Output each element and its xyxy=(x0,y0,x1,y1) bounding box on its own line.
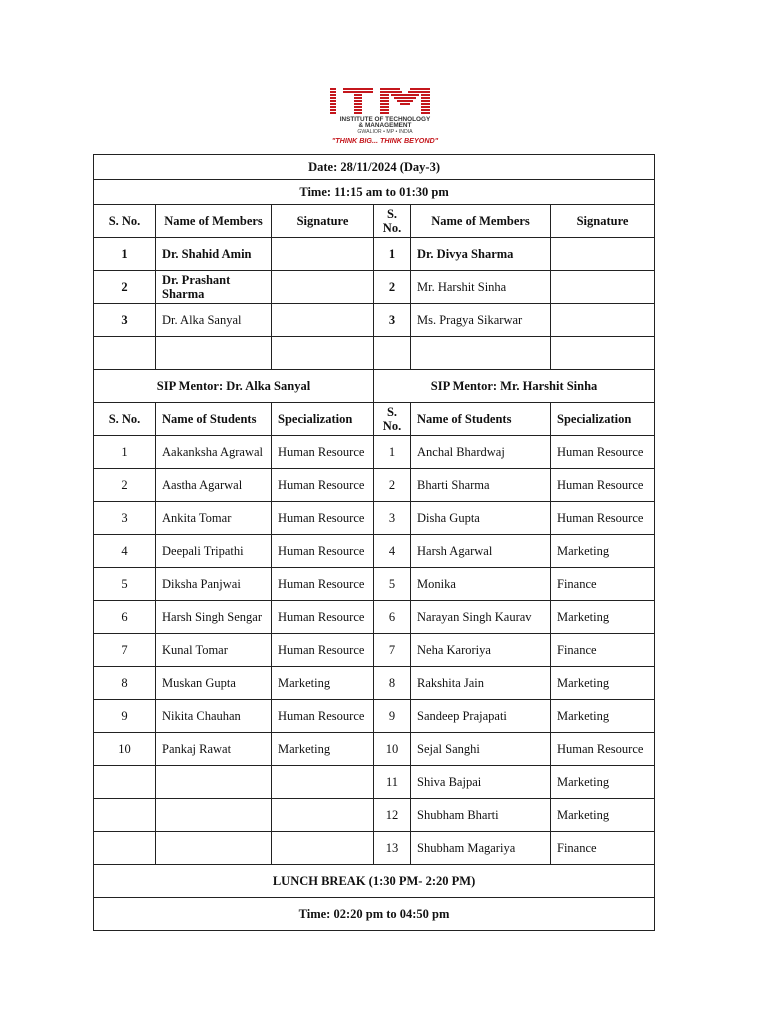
student-name: Rakshita Jain xyxy=(411,667,551,700)
students-name-header: Name of Students xyxy=(411,403,551,436)
student-sno: 5 xyxy=(374,568,411,601)
student-sno: 7 xyxy=(374,634,411,667)
blank-cell xyxy=(272,832,374,865)
student-sno: 10 xyxy=(94,733,156,766)
schedule-table xyxy=(93,154,655,931)
student-row xyxy=(94,766,655,799)
student-specialization: Finance xyxy=(551,832,655,865)
student-specialization: Marketing xyxy=(551,667,655,700)
student-row xyxy=(94,601,655,634)
member-name: Dr. Divya Sharma xyxy=(411,238,551,271)
members-name-header: Name of Members xyxy=(156,205,272,238)
student-specialization: Marketing xyxy=(551,799,655,832)
signature-cell xyxy=(551,238,655,271)
member-sno: 1 xyxy=(94,238,156,271)
member-name: Dr. Prashant Sharma xyxy=(156,271,272,304)
student-specialization: Human Resource xyxy=(272,700,374,733)
student-row xyxy=(94,733,655,766)
student-name: Bharti Sharma xyxy=(411,469,551,502)
student-name: Sandeep Prajapati xyxy=(411,700,551,733)
svg-text:GWALIOR • MP • INDIA: GWALIOR • MP • INDIA xyxy=(357,129,413,135)
session-time-text: Time: 11:15 am to 01:30 pm xyxy=(94,180,655,205)
student-sno: 13 xyxy=(374,832,411,865)
student-name: Nikita Chauhan xyxy=(156,700,272,733)
student-sno: 8 xyxy=(94,667,156,700)
student-sno: 4 xyxy=(374,535,411,568)
student-sno: 9 xyxy=(94,700,156,733)
student-row xyxy=(94,799,655,832)
member-name: Ms. Pragya Sikarwar xyxy=(411,304,551,337)
member-row xyxy=(94,271,655,304)
student-name: Deepali Tripathi xyxy=(156,535,272,568)
blank-cell xyxy=(551,337,655,370)
student-sno: 11 xyxy=(374,766,411,799)
blank-cell xyxy=(272,766,374,799)
student-sno: 3 xyxy=(374,502,411,535)
student-specialization: Human Resource xyxy=(551,733,655,766)
student-sno: 1 xyxy=(374,436,411,469)
student-row xyxy=(94,832,655,865)
student-name: Harsh Agarwal xyxy=(411,535,551,568)
student-row xyxy=(94,700,655,733)
lunch-row xyxy=(94,865,655,898)
blank-cell xyxy=(94,799,156,832)
member-row xyxy=(94,238,655,271)
member-sno: 3 xyxy=(374,304,411,337)
student-specialization: Human Resource xyxy=(551,436,655,469)
date-row xyxy=(94,155,655,180)
blank-member-row xyxy=(94,337,655,370)
student-sno: 10 xyxy=(374,733,411,766)
member-row xyxy=(94,304,655,337)
student-specialization: Marketing xyxy=(551,766,655,799)
student-specialization: Marketing xyxy=(272,733,374,766)
student-specialization: Marketing xyxy=(551,700,655,733)
student-row xyxy=(94,469,655,502)
student-sno: 12 xyxy=(374,799,411,832)
student-specialization: Human Resource xyxy=(272,634,374,667)
blank-cell xyxy=(156,832,272,865)
mentor-left: SIP Mentor: Dr. Alka Sanyal xyxy=(94,370,374,403)
time-row xyxy=(94,180,655,205)
student-sno: 8 xyxy=(374,667,411,700)
members-name-header: Name of Members xyxy=(411,205,551,238)
student-name: Neha Karoriya xyxy=(411,634,551,667)
student-name: Monika xyxy=(411,568,551,601)
student-row xyxy=(94,502,655,535)
lunch-break-text: LUNCH BREAK (1:30 PM- 2:20 PM) xyxy=(94,865,655,898)
member-name: Dr. Shahid Amin xyxy=(156,238,272,271)
student-sno: 1 xyxy=(94,436,156,469)
signature-cell xyxy=(272,271,374,304)
blank-cell xyxy=(156,766,272,799)
student-sno: 5 xyxy=(94,568,156,601)
student-name: Diksha Panjwai xyxy=(156,568,272,601)
signature-cell xyxy=(551,304,655,337)
student-name: Shubham Bharti xyxy=(411,799,551,832)
students-spec-header: Specialization xyxy=(551,403,655,436)
members-header-row xyxy=(94,205,655,238)
afternoon-time-row xyxy=(94,898,655,931)
student-name: Anchal Bhardwaj xyxy=(411,436,551,469)
student-sno: 6 xyxy=(94,601,156,634)
student-specialization: Human Resource xyxy=(272,469,374,502)
member-sno: 3 xyxy=(94,304,156,337)
student-specialization: Marketing xyxy=(551,601,655,634)
students-sno-header: S. No. xyxy=(94,403,156,436)
signature-cell xyxy=(272,304,374,337)
students-name-header: Name of Students xyxy=(156,403,272,436)
student-sno: 4 xyxy=(94,535,156,568)
blank-cell xyxy=(272,337,374,370)
student-sno: 2 xyxy=(94,469,156,502)
students-spec-header: Specialization xyxy=(272,403,374,436)
student-specialization: Marketing xyxy=(272,667,374,700)
student-name: Kunal Tomar xyxy=(156,634,272,667)
svg-text:INSTITUTE OF TECHNOLOGY: INSTITUTE OF TECHNOLOGY xyxy=(339,116,431,123)
member-sno: 1 xyxy=(374,238,411,271)
student-name: Harsh Singh Sengar xyxy=(156,601,272,634)
student-specialization: Finance xyxy=(551,634,655,667)
member-sno: 2 xyxy=(94,271,156,304)
student-row xyxy=(94,634,655,667)
students-sno-header: S. No. xyxy=(374,403,411,436)
member-name: Mr. Harshit Sinha xyxy=(411,271,551,304)
student-sno: 6 xyxy=(374,601,411,634)
blank-cell xyxy=(94,766,156,799)
itm-logo xyxy=(306,86,462,148)
student-specialization: Human Resource xyxy=(272,436,374,469)
student-specialization: Human Resource xyxy=(272,502,374,535)
student-name: Narayan Singh Kaurav xyxy=(411,601,551,634)
blank-cell xyxy=(156,337,272,370)
members-signature-header: Signature xyxy=(272,205,374,238)
students-header-row xyxy=(94,403,655,436)
student-name: Disha Gupta xyxy=(411,502,551,535)
blank-cell xyxy=(94,337,156,370)
date-text: Date: 28/11/2024 (Day-3) xyxy=(94,155,655,180)
student-name: Sejal Sanghi xyxy=(411,733,551,766)
members-sno-header: S. No. xyxy=(94,205,156,238)
student-specialization: Human Resource xyxy=(272,535,374,568)
members-sno-header: S. No. xyxy=(374,205,411,238)
afternoon-time-text: Time: 02:20 pm to 04:50 pm xyxy=(94,898,655,931)
svg-text:& MANAGEMENT: & MANAGEMENT xyxy=(358,122,412,129)
blank-cell xyxy=(94,832,156,865)
student-specialization: Human Resource xyxy=(551,502,655,535)
signature-cell xyxy=(272,238,374,271)
student-specialization: Finance xyxy=(551,568,655,601)
signature-cell xyxy=(551,271,655,304)
student-specialization: Human Resource xyxy=(272,568,374,601)
blank-cell xyxy=(411,337,551,370)
student-specialization: Human Resource xyxy=(551,469,655,502)
student-name: Pankaj Rawat xyxy=(156,733,272,766)
student-sno: 3 xyxy=(94,502,156,535)
mentor-row xyxy=(94,370,655,403)
student-row xyxy=(94,436,655,469)
member-sno: 2 xyxy=(374,271,411,304)
student-name: Aakanksha Agrawal xyxy=(156,436,272,469)
member-name: Dr. Alka Sanyal xyxy=(156,304,272,337)
student-name: Shubham Magariya xyxy=(411,832,551,865)
student-sno: 7 xyxy=(94,634,156,667)
student-sno: 9 xyxy=(374,700,411,733)
mentor-right: SIP Mentor: Mr. Harshit Sinha xyxy=(374,370,655,403)
blank-cell xyxy=(272,799,374,832)
student-sno: 2 xyxy=(374,469,411,502)
members-signature-header: Signature xyxy=(551,205,655,238)
svg-text:"THINK BIG... THINK BEYOND": "THINK BIG... THINK BEYOND" xyxy=(331,136,439,145)
student-name: Shiva Bajpai xyxy=(411,766,551,799)
student-name: Aastha Agarwal xyxy=(156,469,272,502)
student-specialization: Marketing xyxy=(551,535,655,568)
blank-cell xyxy=(156,799,272,832)
student-specialization: Human Resource xyxy=(272,601,374,634)
student-row xyxy=(94,667,655,700)
student-name: Muskan Gupta xyxy=(156,667,272,700)
blank-cell xyxy=(374,337,411,370)
student-row xyxy=(94,535,655,568)
student-name: Ankita Tomar xyxy=(156,502,272,535)
student-row xyxy=(94,568,655,601)
